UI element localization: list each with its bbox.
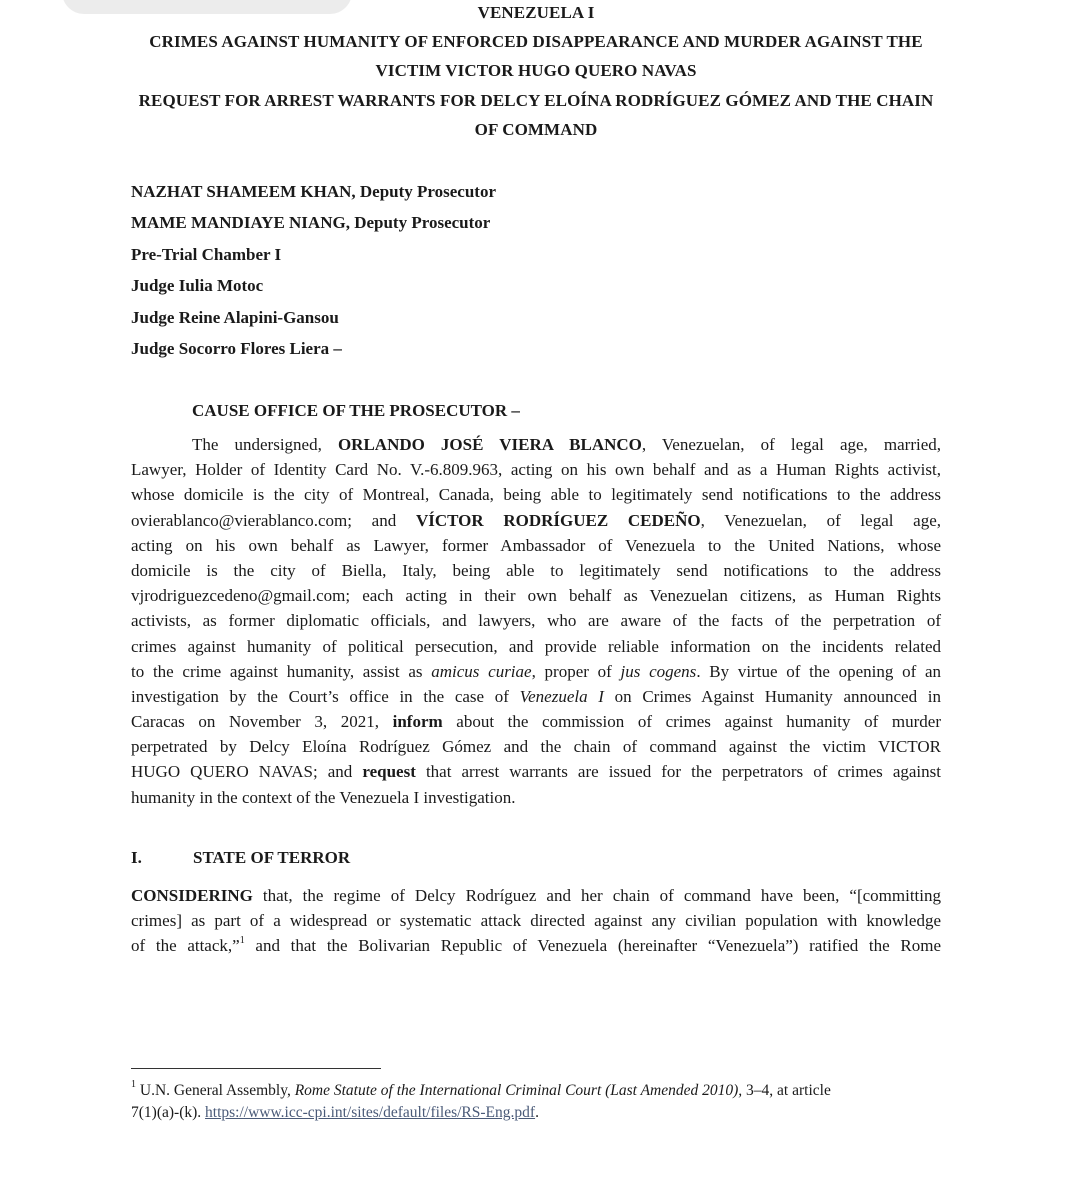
body-line: Caracas on November 3, 2021, inform about the commission of crimes against humanity of murder [131, 712, 941, 732]
heading-line-4: REQUEST FOR ARREST WARRANTS FOR DELCY ELOÍNA RODRÍGUEZ GÓMEZ AND THE CHAIN [138, 91, 934, 110]
body-line: Lawyer, Holder of Identity Card No. V.-6.809.963, acting on his own behalf and as a Human Rights activist, [131, 460, 941, 480]
heading-line-5: OF COMMAND [474, 120, 598, 139]
heading-line-2: CRIMES AGAINST HUMANITY OF ENFORCED DISAPPEARANCE AND MURDER AGAINST THE [149, 32, 923, 51]
body-line: domicile is the city of Biella, Italy, being able to legitimately send notifications to the address [131, 560, 941, 580]
body-line: to the crime against humanity, assist as amicus curiae, proper of jus cogens. By virtue of the opening of an [131, 661, 942, 681]
body-line: acting on his own behalf as Lawyer, former Ambassador of Venezuela to the United Nations, whose [131, 535, 941, 555]
heading-line-1: VENEZUELA I [477, 3, 595, 22]
body-line: activists, as former diplomatic officials, and lawyers, who are aware of the facts of the perpetration of [131, 611, 941, 631]
addressee-deputy-prosecutor-niang: MAME MANDIAYE NIANG, Deputy Prosecutor [131, 213, 491, 232]
name-rodriguez-cedeno: VÍCTOR RODRÍGUEZ CEDEÑO [415, 510, 701, 530]
section-title: STATE OF TERROR [193, 848, 351, 867]
section-number: I. [131, 848, 142, 867]
considering-line: of the attack,”$^1$ and that the Bolivarian Republic of Venezuela (hereinafter “Venezuela”) ratified the Rome [131, 934, 941, 956]
body-line: vjrodriguezcedeno@gmail.com; each acting in their own behalf as Venezuelan citizens, as Human Rights [131, 586, 941, 606]
body-line: investigation by the Court’s office in the case of Venezuela I on Crimes Against Humanity announced in [131, 686, 941, 706]
footnote-reference[interactable]: 1 [239, 934, 245, 946]
considering-paragraph [131, 883, 941, 959]
addressee-judge-motoc: Judge Iulia Motoc [131, 276, 264, 295]
section-heading [131, 846, 350, 870]
cause-heading: CAUSE OFFICE OF THE PROSECUTOR – [192, 401, 520, 420]
body-line: humanity in the context of the Venezuela I investigation. [131, 787, 516, 807]
name-viera-blanco: ORLANDO JOSÉ VIERA BLANCO [337, 435, 642, 454]
addressee-judge-alapini-gansou: Judge Reine Alapini-Gansou [131, 308, 339, 327]
considering-line: crimes] as part of a widespread or systematic attack directed against any civilian population with knowledge [131, 911, 941, 931]
considering-line: CONSIDERING that, the regime of Delcy Rodríguez and her chain of command have been, “[committing [131, 886, 941, 905]
footnote-mark: 1 [131, 1078, 136, 1090]
body-line: perpetrated by Delcy Eloína Rodríguez Gómez and the chain of command against the victim VICTOR [131, 737, 941, 757]
body-line: crimes against humanity of political persecution, and provide reliable information on the incidents related [131, 636, 941, 656]
body-line: whose domicile is the city of Montreal, Canada, being able to legitimately send notifications to the address [131, 485, 941, 505]
footnote: $^1$ U.N. General Assembly, Rome Statute of the International Criminal Court (Last Amended 2010), 3–4, at article 7(1)(a)-(k). https://www.icc-cpi.int/sites/default/files/RS-Eng.pdf. [131, 1078, 831, 1121]
addressee-pre-trial-chamber: Pre-Trial Chamber I [131, 245, 282, 264]
body-line: HUGO QUERO NAVAS; and request that arrest warrants are issued for the perpetrators of crimes against [131, 762, 941, 782]
heading-line-3: VICTIM VICTOR HUGO QUERO NAVAS [375, 61, 697, 80]
footnote-divider [131, 1068, 381, 1069]
body-paragraph [131, 432, 941, 810]
rome-statute-link[interactable]: https://www.icc-cpi.int/sites/default/files/RS-Eng.pdf [205, 1104, 536, 1121]
addressee-judge-flores-liera: Judge Socorro Flores Liera – [131, 339, 342, 358]
body-line: The undersigned, ORLANDO JOSÉ VIERA BLANCO, Venezuelan, of legal age, married, [192, 435, 941, 454]
body-line: ovierablanco@vierablanco.com; and VÍCTOR RODRÍGUEZ CEDEÑO, Venezuelan, of legal age, [131, 510, 942, 530]
addressee-deputy-prosecutor-khan: NAZHAT SHAMEEM KHAN, Deputy Prosecutor [131, 182, 497, 201]
